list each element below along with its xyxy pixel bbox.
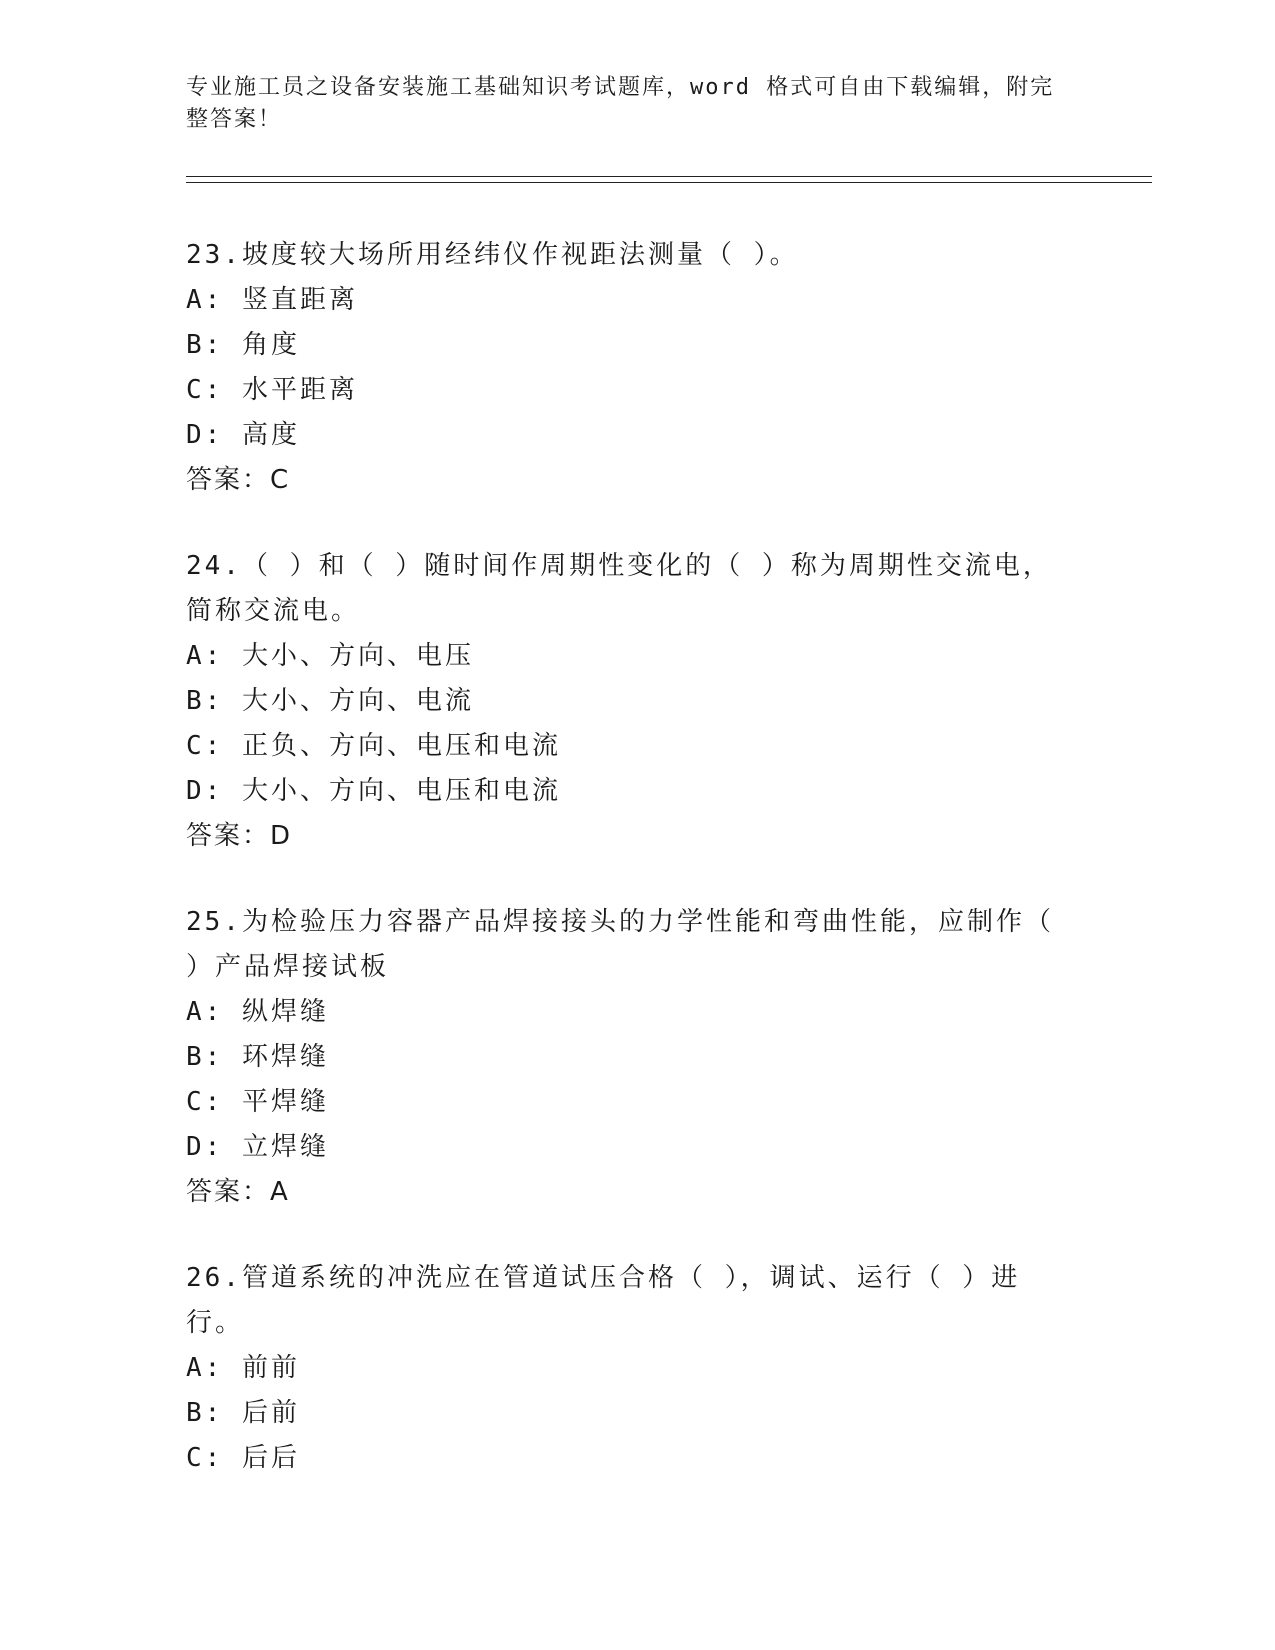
answer-label: 答案：A xyxy=(186,1177,290,1207)
header-rule-top xyxy=(186,176,1152,177)
option-a: A: 纵焊缝 xyxy=(186,997,329,1027)
question-stem: 25.为检验压力容器产品焊接接头的力学性能和弯曲性能，应制作（ ）产品焊接试板 xyxy=(186,907,1054,982)
option-c: C: 正负、方向、电压和电流 xyxy=(186,731,561,761)
option-c: C: 水平距离 xyxy=(186,375,358,405)
option-b: B: 环焊缝 xyxy=(186,1042,329,1072)
option-a: A: 大小、方向、电压 xyxy=(186,641,474,671)
document-header: 专业施工员之设备安装施工基础知识考试题库，word 格式可自由下载编辑，附完整答案！ xyxy=(186,75,1055,132)
option-c: C: 平焊缝 xyxy=(186,1087,329,1117)
question-stem: 26.管道系统的冲洗应在管道试压合格（ ），调试、运行（ ）进行。 xyxy=(186,1263,1021,1338)
answer-label: 答案：C xyxy=(186,465,291,495)
question-stem: 24.（ ）和（ ）随时间作周期性变化的（ ）称为周期性交流电，简称交流电。 xyxy=(186,551,1052,626)
option-d: D: 高度 xyxy=(186,420,300,450)
question-24 xyxy=(186,544,1076,859)
option-a: A: 前前 xyxy=(186,1353,300,1383)
option-d: D: 大小、方向、电压和电流 xyxy=(186,776,561,806)
question-23 xyxy=(186,233,1076,503)
option-b: B: 后前 xyxy=(186,1398,300,1428)
question-list xyxy=(186,233,1076,1522)
option-b: B: 角度 xyxy=(186,330,300,360)
option-a: A: 竖直距离 xyxy=(186,285,358,315)
question-26 xyxy=(186,1256,1076,1481)
option-c: C: 后后 xyxy=(186,1443,300,1473)
question-25 xyxy=(186,900,1076,1215)
question-stem: 23.坡度较大场所用经纬仪作视距法测量（ ）。 xyxy=(186,240,799,270)
option-d: D: 立焊缝 xyxy=(186,1132,329,1162)
answer-label: 答案：D xyxy=(186,821,293,851)
option-b: B: 大小、方向、电流 xyxy=(186,686,474,716)
header-rule-bottom xyxy=(186,182,1152,183)
